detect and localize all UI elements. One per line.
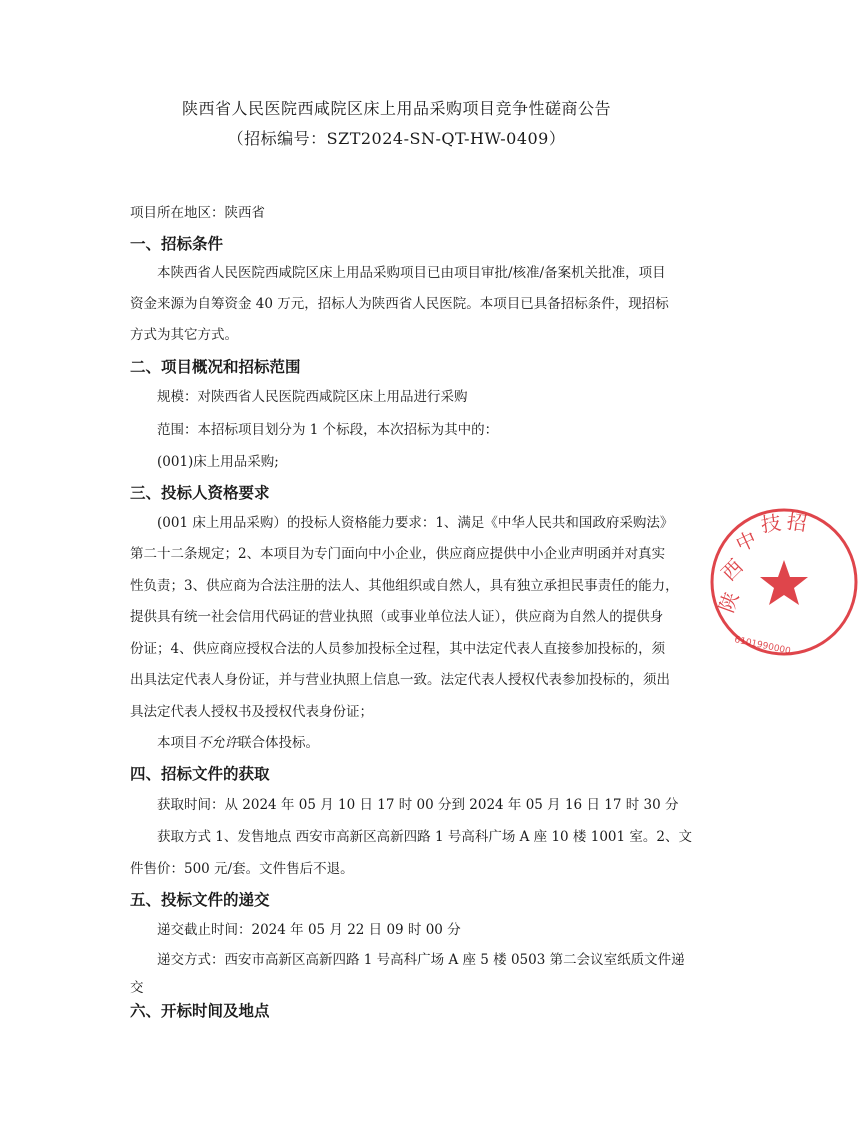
section-2-line: (001)床上用品采购; xyxy=(157,454,279,470)
star-icon xyxy=(760,560,808,605)
section-3-line: 提供具有统一社会信用代码证的营业执照（或事业单位法人证），供应商为自然人的提供身 xyxy=(130,609,664,625)
section-2-line: 范围：本招标项目划分为 1 个标段，本次招标为其中的： xyxy=(157,422,499,438)
section-4-line: 获取时间：从 2024 年 05 月 10 日 17 时 00 分到 2024 年 05 月 16 日 17 时 30 分 xyxy=(157,797,679,813)
section-5-line: 递交截止时间：2024 年 05 月 22 日 09 时 00 分 xyxy=(157,922,461,938)
section-3-heading: 三、投标人资格要求 xyxy=(130,484,270,502)
consortium-prefix: 本项目 xyxy=(157,735,198,751)
section-3-line: 出具法定代表人身份证，并与营业执照上信息一致。法定代表人授权代表参加投标的，须出 xyxy=(130,672,670,688)
seal-char: 中 xyxy=(731,526,761,557)
section-3-line: 性负责；3、供应商为合法注册的法人、其他组织或自然人，具有独立承担民事责任的能力， xyxy=(130,578,679,594)
consortium-suffix: 联合体投标。 xyxy=(238,735,319,751)
section-2-line: 规模：对陕西省人民医院西咸院区床上用品进行采购 xyxy=(157,389,468,405)
section-3-line: 第二十二条规定；2、本项目为专门面向中小企业，供应商应提供中小企业声明函并对真实 xyxy=(130,546,666,562)
project-region: 项目所在地区：陕西省 xyxy=(130,205,265,221)
tender-number: （招标编号：SZT2024-SN-QT-HW-0409） xyxy=(227,129,566,148)
section-1-heading: 一、招标条件 xyxy=(130,235,224,253)
section-6-heading: 六、开标时间及地点 xyxy=(130,1002,270,1020)
seal-char: 西 xyxy=(716,554,748,586)
section-2-heading: 二、项目概况和招标范围 xyxy=(130,358,301,376)
consortium-line xyxy=(157,733,319,753)
consortium-italic: 不允许 xyxy=(197,735,238,751)
seal-number: 6101990000 xyxy=(733,635,792,657)
seal-char: 招 xyxy=(785,509,809,536)
section-4-line: 件售价：500 元/套。文件售后不退。 xyxy=(130,861,354,877)
section-5-line: 交 xyxy=(130,980,144,996)
section-1-line: 资金来源为自筹资金 40 万元，招标人为陕西省人民医院。本项目已具备招标条件，现招标 xyxy=(130,296,669,312)
section-5-line: 递交方式：西安市高新区高新四路 1 号高科广场 A 座 5 楼 0503 第二会议室纸质文件递 xyxy=(157,952,685,968)
document-title: 陕西省人民医院西咸院区床上用品采购项目竞争性磋商公告 xyxy=(181,99,611,118)
section-3-line: (001 床上用品采购）的投标人资格能力要求：1、满足《中华人民共和国政府采购法》 xyxy=(157,515,674,531)
seal-char: 陕 xyxy=(714,588,744,616)
section-3-line: 份证；4、供应商应授权合法的人员参加投标全过程，其中法定代表人直接参加投标的，须 xyxy=(130,641,666,657)
section-1-line: 方式为其它方式。 xyxy=(130,327,238,343)
seal-char: 技 xyxy=(759,510,783,537)
section-4-heading: 四、招标文件的获取 xyxy=(130,765,270,783)
seal-stamp xyxy=(704,502,864,662)
section-4-line: 获取方式 1、发售地点 西安市高新区高新四路 1 号高科广场 A 座 10 楼 1001 室。2、文 xyxy=(157,829,692,845)
section-3-line: 具法定代表人授权书及授权代表身份证； xyxy=(130,704,373,720)
section-1-line: 本陕西省人民医院西咸院区床上用品采购项目已由项目审批/核准/备案机关批准，项目 xyxy=(157,265,666,281)
section-5-heading: 五、投标文件的递交 xyxy=(130,891,270,909)
